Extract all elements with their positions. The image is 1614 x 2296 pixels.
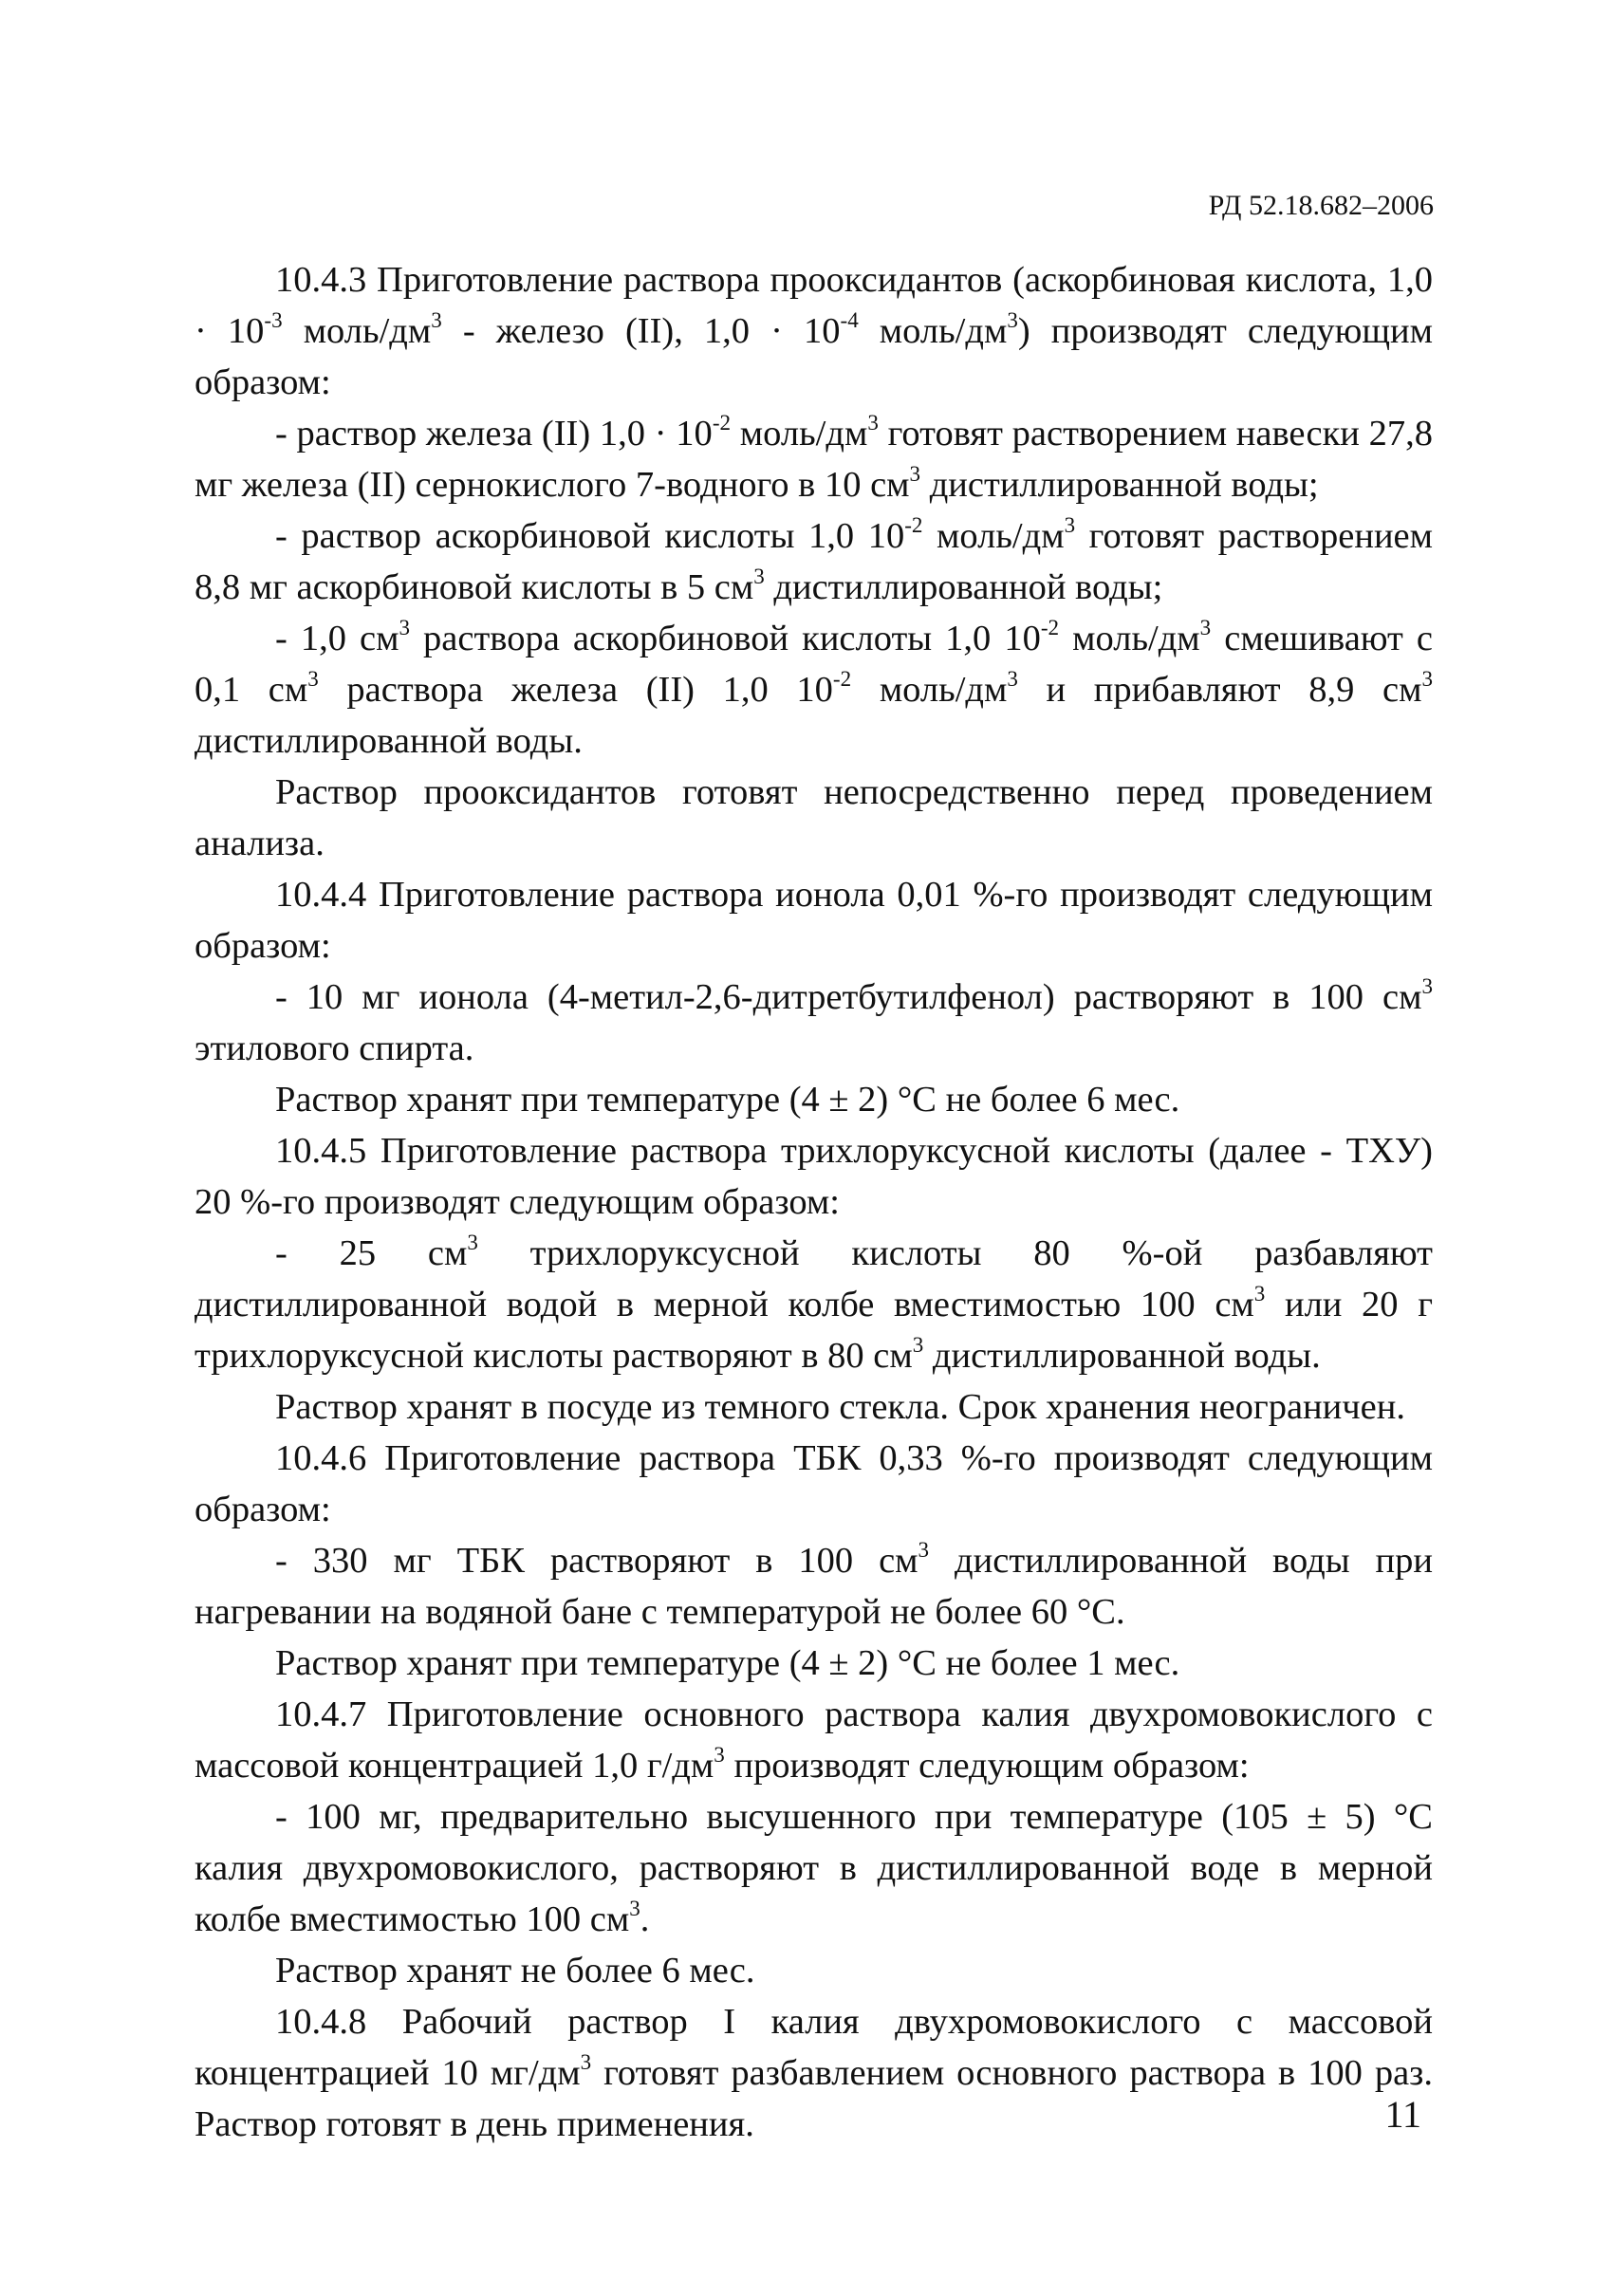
- text-run: Раствор хранят не более 6 мес.: [275, 1951, 755, 1990]
- document-code-header: РД 52.18.682–2006: [1208, 190, 1434, 221]
- text-run: дистиллированной воды при нагревании на водяной бане с температурой не более 60 °С.: [195, 1541, 1433, 1632]
- text-run: - 330 мг ТБК растворяют в 100 см: [275, 1541, 918, 1581]
- paragraph: [195, 767, 1433, 869]
- text-run: раствора железа (II) 1,0 10: [318, 670, 833, 710]
- superscript: 3: [753, 563, 765, 588]
- text-run: дистиллированной воды;: [920, 465, 1319, 505]
- text-run: смешивают с 0,1 см: [195, 619, 1433, 710]
- text-run: моль/дм: [922, 516, 1065, 556]
- superscript: 3: [580, 2048, 592, 2074]
- text-run: Раствор прооксидантов готовят непосредственно перед проведением анализа.: [195, 772, 1433, 863]
- text-run: дистиллированной воды.: [195, 721, 583, 761]
- text-run: этилового спирта.: [195, 1028, 474, 1068]
- paragraph: [195, 972, 1433, 1074]
- superscript: 3: [1199, 614, 1212, 639]
- paragraph: [195, 1689, 1433, 1791]
- paragraph: [195, 1638, 1433, 1689]
- superscript: 3: [467, 1229, 478, 1254]
- superscript: 3: [1007, 665, 1018, 691]
- text-run: дистиллированной воды.: [923, 1336, 1321, 1376]
- text-run: моль/дм: [858, 311, 1008, 351]
- text-run: 10.4.6 Приготовление раствора ТБК 0,33 %-го производят следующим образом:: [195, 1438, 1433, 1529]
- paragraph: [195, 1433, 1433, 1535]
- paragraph: [195, 408, 1433, 510]
- page-number: 11: [1384, 2093, 1421, 2136]
- superscript: -2: [712, 409, 732, 435]
- superscript: 3: [867, 409, 879, 435]
- paragraph: [195, 613, 1433, 767]
- superscript: 3: [629, 1895, 640, 1920]
- superscript: -2: [904, 511, 923, 537]
- text-run: - 1,0 см: [275, 619, 399, 658]
- text-run: - железо (II), 1,0 · 10: [441, 311, 841, 351]
- paragraph: [195, 1125, 1433, 1228]
- text-run: Раствор хранят при температуре (4 ± 2) °С не более 6 мес.: [275, 1080, 1180, 1120]
- superscript: 3: [714, 1741, 725, 1767]
- text-run: 10.4.3 Приготовление раствора прооксидантов (аскорбиновая кислота, 1,0 · 10: [195, 260, 1433, 351]
- paragraph: [195, 254, 1433, 408]
- text-run: .: [640, 1899, 650, 1939]
- superscript: 3: [1421, 972, 1433, 998]
- text-run: - 10 мг ионола (4-метил-2,6-дитретбутилфенол) растворяют в 100 см: [275, 977, 1422, 1017]
- text-run: моль/дм: [282, 311, 432, 351]
- text-run: и прибавляют 8,9 см: [1017, 670, 1422, 710]
- text-run: или 20 г трихлоруксусной кислоты растворяют в 80 см: [195, 1285, 1433, 1376]
- paragraph: [195, 1535, 1433, 1638]
- text-run: ) производят следующим образом:: [195, 311, 1434, 402]
- text-run: готовят разбавлением основного раствора в 100 раз. Раствор готовят в день применения.: [195, 2053, 1434, 2144]
- text-run: 10.4.7 Приготовление основного раствора калия двухромовокислого с массовой концентрацией 1,0 г/дм: [195, 1694, 1433, 1786]
- paragraph: [195, 869, 1433, 972]
- text-run: Раствор хранят в посуде из темного стекла. Срок хранения неограничен.: [275, 1387, 1405, 1427]
- text-run: готовят растворением 8,8 мг аскорбиновой кислоты в 5 см: [195, 516, 1433, 607]
- paragraph: [195, 510, 1433, 613]
- paragraph: [195, 1996, 1433, 2150]
- paragraph: [195, 1791, 1433, 1945]
- superscript: -3: [264, 306, 283, 332]
- superscript: -4: [840, 306, 859, 332]
- paragraph: [195, 1074, 1433, 1125]
- superscript: 3: [1007, 306, 1018, 332]
- text-run: моль/дм: [731, 414, 868, 454]
- text-run: трихлоруксусной кислоты 80 %-ой разбавляют дистиллированной водой в мерной колбе вместимостью 100 см: [195, 1233, 1433, 1324]
- superscript: 3: [1421, 665, 1433, 691]
- superscript: 3: [307, 665, 319, 691]
- text-run: 10.4.5 Приготовление раствора трихлоруксусной кислоты (далее - ТХУ) 20 %-го производят следующим образом:: [195, 1131, 1433, 1222]
- paragraph: [195, 1228, 1433, 1381]
- document-body: [195, 254, 1433, 2150]
- superscript: -2: [832, 665, 852, 691]
- paragraph: [195, 1381, 1433, 1433]
- text-run: - раствор аскорбиновой кислоты 1,0 10: [275, 516, 905, 556]
- text-run: - 25 см: [275, 1233, 468, 1273]
- superscript: 3: [909, 460, 921, 486]
- superscript: 3: [1064, 511, 1076, 537]
- text-run: - раствор железа (II) 1,0 · 10: [275, 414, 713, 454]
- superscript: -2: [1040, 614, 1060, 639]
- text-run: Раствор хранят при температуре (4 ± 2) °С не более 1 мес.: [275, 1643, 1180, 1683]
- text-run: - 100 мг, предварительно высушенного при температуре (105 ± 5) °С калия двухромовокислого, растворяют в дистиллированной воде в мерной колбе вместимостью 100 см: [195, 1797, 1433, 1939]
- superscript: 3: [912, 1331, 924, 1357]
- text-run: 10.4.4 Приготовление раствора ионола 0,01 %-го производят следующим образом:: [195, 875, 1433, 966]
- text-run: моль/дм: [851, 670, 1008, 710]
- text-run: дистиллированной воды;: [764, 567, 1163, 607]
- paragraph: [195, 1945, 1433, 1996]
- superscript: 3: [1253, 1280, 1266, 1305]
- superscript: 3: [399, 614, 411, 639]
- superscript: 3: [918, 1536, 930, 1562]
- text-run: моль/дм: [1059, 619, 1200, 658]
- text-run: готовят растворением навески 27,8 мг железа (II) сернокислого 7-водного в 10 см: [195, 414, 1433, 505]
- text-run: производят следующим образом:: [724, 1746, 1250, 1786]
- text-run: раствора аскорбиновой кислоты 1,0 10: [410, 619, 1041, 658]
- superscript: 3: [431, 306, 442, 332]
- text-run: 10.4.8 Рабочий раствор I калия двухромовокислого с массовой концентрацией 10 мг/дм: [195, 2002, 1433, 2093]
